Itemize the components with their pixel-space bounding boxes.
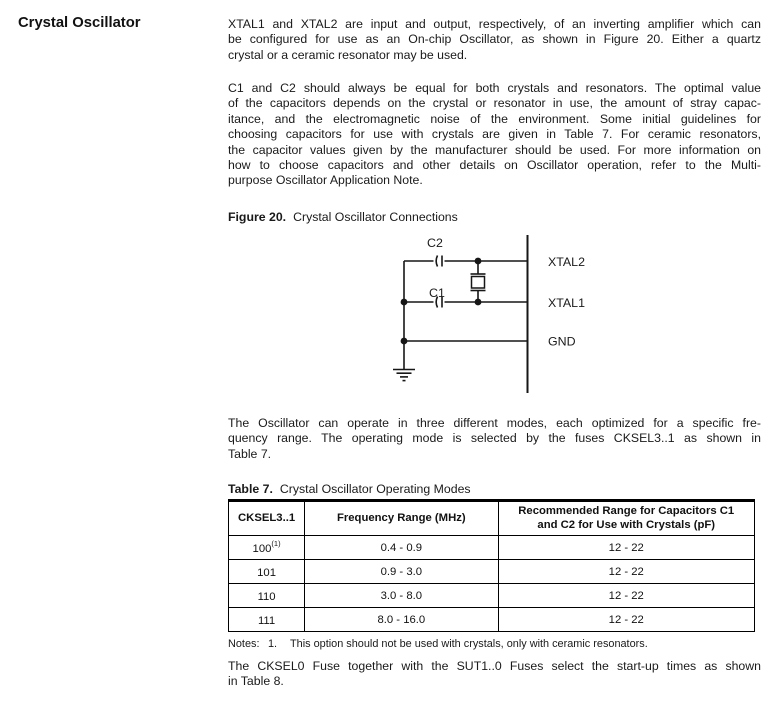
- crystal-symbol: [472, 277, 485, 289]
- junction-dot: [401, 299, 408, 306]
- cell-cksel: 111: [229, 608, 305, 632]
- text-line: itance, and the electromagnetic noise of the environment. Some initial guidelines for: [228, 111, 761, 126]
- cell-capacitor-range: 12 - 22: [498, 536, 755, 560]
- cell-cksel: 100$^{(1)}$: [229, 536, 305, 560]
- cell-cksel: 110: [229, 584, 305, 608]
- note-text: This option should not be used with crystals, only with ceramic resonators.: [290, 638, 648, 650]
- column-header-cksel: CKSEL3..1: [229, 501, 305, 536]
- cell-frequency: 3.0 - 8.0: [305, 584, 498, 608]
- table-caption: [228, 482, 761, 496]
- operating-modes-table: [228, 499, 755, 632]
- label-c1: C1: [429, 286, 445, 300]
- text-line: The Oscillator can operate in three different modes, each optimized for a specific fre-: [228, 416, 761, 430]
- table-row: [229, 584, 755, 608]
- text-line: choosing capacitors for use with crystals are given in Table 7. For ceramic resonators,: [228, 127, 761, 142]
- cell-capacitor-range: 12 - 22: [498, 560, 755, 584]
- text-line: Table 7.: [228, 446, 272, 461]
- cell-frequency: 0.9 - 3.0: [305, 560, 498, 584]
- cell-frequency: 0.4 - 0.9: [305, 536, 498, 560]
- figure-caption-text: Crystal Oscillator Connections: [293, 210, 458, 224]
- text-line: how to choose capacitors and other details on Oscillator operation, refer to the Multi-: [228, 158, 761, 173]
- column-header-capacitors: Recommended Range for Capacitors C1 and C2 for Use with Crystals (pF): [498, 501, 755, 536]
- text-line: The CKSEL0 Fuse together with the SUT1..0 Fuses select the start-up times as shown: [228, 659, 761, 673]
- cell-cksel: 101: [229, 560, 305, 584]
- table-caption-text: Crystal Oscillator Operating Modes: [279, 482, 471, 496]
- junction-dot: [475, 299, 482, 306]
- capacitor-c2-symbol: [436, 256, 437, 267]
- table-row: [229, 608, 755, 632]
- text-line: be configured for use as an On-chip Oscillator, as shown in Figure 20. Either a quartz: [228, 32, 761, 47]
- junction-dot: [401, 338, 408, 345]
- text-line: crystal or a ceramic resonator may be used.: [228, 47, 468, 62]
- paragraph-intro: [228, 17, 761, 63]
- text-line: XTAL1 and XTAL2 are input and output, respectively, of an inverting amplifier which can: [228, 17, 761, 31]
- footnote-ref: (1): [271, 539, 281, 549]
- label-xtal2: XTAL2: [548, 255, 585, 269]
- circuit-diagram: [380, 228, 610, 404]
- cell-capacitor-range: 12 - 22: [498, 584, 755, 608]
- column-header-frequency: Frequency Range (MHz): [305, 501, 498, 536]
- table-header-row: [229, 501, 755, 536]
- text-line: in Table 8.: [228, 674, 284, 689]
- paragraph-cksel0: [228, 659, 761, 690]
- paragraph-modes: [228, 416, 761, 462]
- paragraph-capacitors: [228, 81, 761, 189]
- figure-caption: [228, 210, 761, 224]
- notes-label: Notes:: [228, 638, 260, 650]
- text-line: C1 and C2 should always be equal for both crystals and resonators. The optimal value: [228, 81, 761, 95]
- section-heading: Crystal Oscillator: [18, 15, 141, 31]
- label-c2: C2: [427, 236, 443, 250]
- text-line: purpose Oscillator Application Note.: [228, 173, 423, 188]
- text-line: quency range. The operating mode is selected by the fuses CKSEL3..1 as shown in: [228, 431, 761, 446]
- cell-frequency: 8.0 - 16.0: [305, 608, 498, 632]
- junction-dot: [475, 258, 482, 265]
- note-number: 1.: [268, 638, 278, 650]
- text-line: of the capacitors depends on the crystal or resonator in use, the amount of stray capac-: [228, 96, 761, 111]
- table-caption-label: Table 7.: [228, 482, 273, 496]
- table-row: [229, 536, 755, 560]
- figure-caption-label: Figure 20.: [228, 210, 287, 224]
- table-row: [229, 560, 755, 584]
- label-gnd: GND: [548, 334, 576, 349]
- label-xtal1: XTAL1: [548, 296, 585, 310]
- text-line: the capacitor values given by the manufacturer should be used. For more information on: [228, 142, 761, 157]
- cell-capacitor-range: 12 - 22: [498, 608, 755, 632]
- table-notes: [228, 638, 761, 650]
